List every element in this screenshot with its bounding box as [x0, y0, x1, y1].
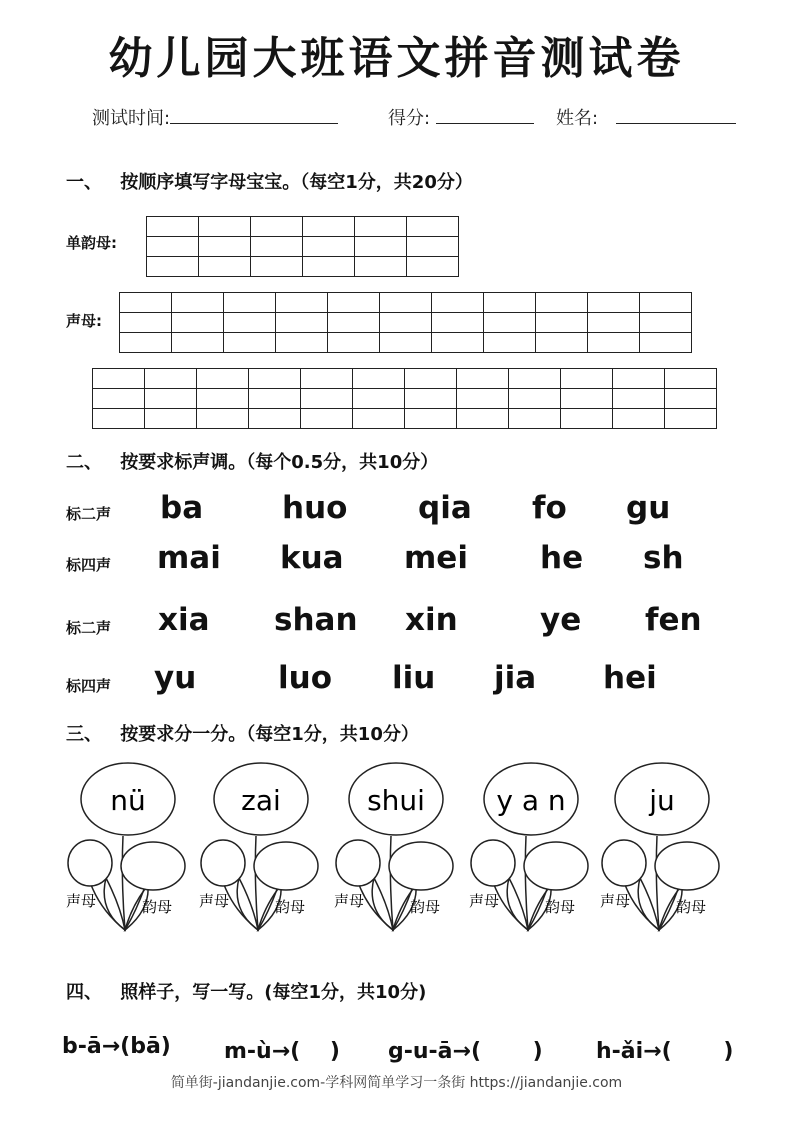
writing-cell[interactable]: [276, 313, 328, 333]
section3-heading: [66, 720, 419, 746]
tone-row-label: 标四声: [66, 556, 112, 574]
section2-heading: [66, 448, 438, 474]
section3-title: 按要求分一分。（每空1分，共10分）: [120, 724, 419, 745]
page-title: 幼儿园大班语文拼音测试卷: [108, 33, 685, 84]
writing-cell[interactable]: [509, 389, 561, 409]
initial-answer-circle: [602, 840, 646, 886]
writing-cell[interactable]: [172, 313, 224, 333]
writing-cell[interactable]: [355, 217, 407, 237]
section1-number: 一、: [66, 172, 102, 193]
pinyin-word: jia: [494, 660, 537, 696]
writing-cell[interactable]: [561, 409, 613, 429]
initial-answer-circle: [471, 840, 515, 886]
pinyin-word: qia: [418, 490, 472, 526]
writing-cell[interactable]: [199, 237, 251, 257]
pinyin-word: sh: [643, 540, 684, 576]
writing-cell[interactable]: [199, 257, 251, 277]
pinyin-word: ye: [540, 602, 582, 638]
writing-cell[interactable]: [120, 333, 172, 353]
writing-cell[interactable]: [355, 237, 407, 257]
initial-label: 声母: [600, 892, 631, 910]
final-label: 韵母: [676, 898, 707, 916]
flower-syllable: y a n: [496, 784, 566, 817]
pinyin-word: ba: [160, 490, 204, 526]
writing-cell[interactable]: [613, 369, 665, 389]
final-answer-circle: [254, 842, 318, 890]
writing-cell[interactable]: [199, 217, 251, 237]
final-answer-circle: [389, 842, 453, 890]
writing-cell[interactable]: [432, 333, 484, 353]
vowel-writing-grid[interactable]: [146, 216, 459, 277]
initial-answer-circle: [201, 840, 245, 886]
section4-title: 照样子，写一写。(每空1分，共10分): [120, 982, 427, 1003]
writing-cell[interactable]: [380, 293, 432, 313]
writing-cell[interactable]: [93, 389, 145, 409]
pinyin-word: mai: [157, 540, 221, 576]
writing-cell[interactable]: [353, 409, 405, 429]
writing-cell[interactable]: [93, 369, 145, 389]
writing-cell[interactable]: [303, 217, 355, 237]
writing-cell[interactable]: [561, 389, 613, 409]
writing-cell[interactable]: [484, 293, 536, 313]
writing-cell[interactable]: [509, 409, 561, 429]
writing-cell[interactable]: [145, 389, 197, 409]
pinyin-word: liu: [392, 660, 436, 696]
flower-stem: [255, 836, 258, 930]
pinyin-word: fen: [645, 602, 702, 638]
final-label: 韵母: [410, 898, 441, 916]
pinyin-word: fo: [532, 490, 567, 526]
section4-heading: [66, 978, 426, 1004]
writing-cell[interactable]: [640, 313, 692, 333]
pinyin-word: luo: [278, 660, 332, 696]
footer: 简单街-jiandanjie.com-学科网简单学习一条街 https://jiandanjie.com: [170, 1075, 623, 1091]
writing-cell[interactable]: [197, 409, 249, 429]
pinyin-word: shan: [274, 602, 358, 638]
writing-cell[interactable]: [303, 257, 355, 277]
writing-cell[interactable]: [380, 313, 432, 333]
writing-cell[interactable]: [328, 333, 380, 353]
writing-cell[interactable]: [303, 237, 355, 257]
writing-cell[interactable]: [120, 293, 172, 313]
writing-cell[interactable]: [509, 369, 561, 389]
writing-cell[interactable]: [147, 257, 199, 277]
writing-cell[interactable]: [588, 293, 640, 313]
flower-stem: [122, 836, 125, 930]
writing-cell[interactable]: [224, 333, 276, 353]
tone-row-label: 标二声: [66, 619, 112, 637]
writing-cell[interactable]: [251, 217, 303, 237]
section4-number: 四、: [66, 982, 102, 1003]
initial-label: 声母: [334, 892, 365, 910]
initial-answer-circle: [336, 840, 380, 886]
writing-cell[interactable]: [301, 369, 353, 389]
section3-number: 三、: [66, 724, 102, 745]
section2-number: 二、: [66, 452, 102, 473]
section2-title: 按要求标声调。（每个0.5分，共10分）: [120, 452, 439, 473]
writing-cell[interactable]: [249, 369, 301, 389]
writing-cell[interactable]: [405, 409, 457, 429]
writing-cell[interactable]: [224, 313, 276, 333]
writing-cell[interactable]: [665, 409, 717, 429]
final-answer-circle: [121, 842, 185, 890]
writing-cell[interactable]: [484, 313, 536, 333]
writing-cell[interactable]: [536, 313, 588, 333]
writing-cell[interactable]: [147, 217, 199, 237]
test-time-blank[interactable]: [170, 107, 338, 124]
writing-cell[interactable]: [536, 333, 588, 353]
name-field: [556, 104, 736, 130]
flower-stem: [525, 836, 528, 930]
writing-cell[interactable]: [251, 237, 303, 257]
tone-row-label: 标四声: [66, 677, 112, 695]
flower-syllable: nü: [110, 784, 146, 817]
initial-label: 声母:: [66, 312, 102, 330]
writing-cell[interactable]: [249, 409, 301, 429]
test-time-field: [92, 104, 338, 130]
writing-cell[interactable]: [613, 409, 665, 429]
writing-cell[interactable]: [197, 389, 249, 409]
flower-syllable: ju: [649, 784, 675, 817]
flower-stem: [390, 836, 393, 930]
writing-cell[interactable]: [588, 333, 640, 353]
writing-cell[interactable]: [172, 293, 224, 313]
writing-cell[interactable]: [457, 389, 509, 409]
writing-cell[interactable]: [588, 313, 640, 333]
score-label: 得分:: [388, 108, 431, 129]
flower-syllable: shui: [367, 784, 425, 817]
writing-cell[interactable]: [328, 313, 380, 333]
example-item[interactable]: g-u-ā→( ): [388, 1039, 543, 1064]
initial-label: 声母: [469, 892, 500, 910]
final-label: 韵母: [142, 898, 173, 916]
writing-cell[interactable]: [457, 409, 509, 429]
writing-cell[interactable]: [224, 293, 276, 313]
initial-writing-grid-1[interactable]: [119, 292, 692, 353]
writing-cell[interactable]: [328, 293, 380, 313]
example-item: b-ā→(bā): [62, 1034, 171, 1059]
test-time-label: 测试时间:: [92, 108, 171, 129]
initial-answer-circle: [68, 840, 112, 886]
pinyin-word: gu: [626, 490, 671, 526]
writing-cell[interactable]: [407, 217, 459, 237]
writing-cell[interactable]: [249, 389, 301, 409]
final-label: 韵母: [275, 898, 306, 916]
pinyin-word: mei: [404, 540, 468, 576]
writing-cell[interactable]: [301, 389, 353, 409]
writing-cell[interactable]: [536, 293, 588, 313]
writing-cell[interactable]: [355, 257, 407, 277]
writing-cell[interactable]: [432, 313, 484, 333]
writing-cell[interactable]: [145, 369, 197, 389]
pinyin-word: kua: [280, 540, 344, 576]
writing-cell[interactable]: [665, 389, 717, 409]
example-item[interactable]: h-ǎi→( ): [596, 1039, 734, 1064]
flower-syllable: zai: [241, 784, 281, 817]
writing-cell[interactable]: [665, 369, 717, 389]
writing-cell[interactable]: [407, 237, 459, 257]
pinyin-word: xin: [405, 602, 458, 638]
writing-cell[interactable]: [457, 369, 509, 389]
writing-cell[interactable]: [484, 333, 536, 353]
writing-cell[interactable]: [561, 369, 613, 389]
pinyin-word: yu: [154, 660, 197, 696]
writing-cell[interactable]: [407, 257, 459, 277]
writing-cell[interactable]: [432, 293, 484, 313]
writing-cell[interactable]: [276, 293, 328, 313]
final-answer-circle: [655, 842, 719, 890]
section1-heading: [66, 168, 473, 194]
pinyin-word: xia: [158, 602, 210, 638]
initial-label: 声母: [199, 892, 230, 910]
final-answer-circle: [524, 842, 588, 890]
score-field: [388, 104, 534, 130]
writing-cell[interactable]: [172, 333, 224, 353]
writing-cell[interactable]: [613, 389, 665, 409]
pinyin-word: huo: [282, 490, 348, 526]
name-label: 姓名:: [556, 108, 599, 129]
example-item[interactable]: m-ù→( ): [224, 1039, 340, 1064]
score-blank[interactable]: [436, 107, 534, 124]
section1-title: 按顺序填写字母宝宝。（每空1分，共20分）: [120, 172, 473, 193]
initial-writing-grid-2[interactable]: [92, 368, 717, 429]
writing-cell[interactable]: [640, 333, 692, 353]
writing-cell[interactable]: [301, 409, 353, 429]
writing-cell[interactable]: [640, 293, 692, 313]
writing-cell[interactable]: [276, 333, 328, 353]
flower-stem: [656, 836, 659, 930]
pinyin-word: he: [540, 540, 584, 576]
writing-cell[interactable]: [405, 369, 457, 389]
writing-cell[interactable]: [145, 409, 197, 429]
flower-sort-exercise: [0, 760, 793, 940]
writing-cell[interactable]: [353, 369, 405, 389]
pinyin-word: hei: [603, 660, 657, 696]
tone-row-label: 标二声: [66, 505, 112, 523]
writing-cell[interactable]: [93, 409, 145, 429]
writing-cell[interactable]: [405, 389, 457, 409]
writing-cell[interactable]: [380, 333, 432, 353]
vowel-label: 单韵母:: [66, 234, 117, 252]
final-label: 韵母: [545, 898, 576, 916]
writing-cell[interactable]: [120, 313, 172, 333]
initial-label: 声母: [66, 892, 97, 910]
writing-cell[interactable]: [197, 369, 249, 389]
writing-cell[interactable]: [147, 237, 199, 257]
writing-cell[interactable]: [353, 389, 405, 409]
writing-cell[interactable]: [251, 257, 303, 277]
name-blank[interactable]: [616, 107, 736, 124]
